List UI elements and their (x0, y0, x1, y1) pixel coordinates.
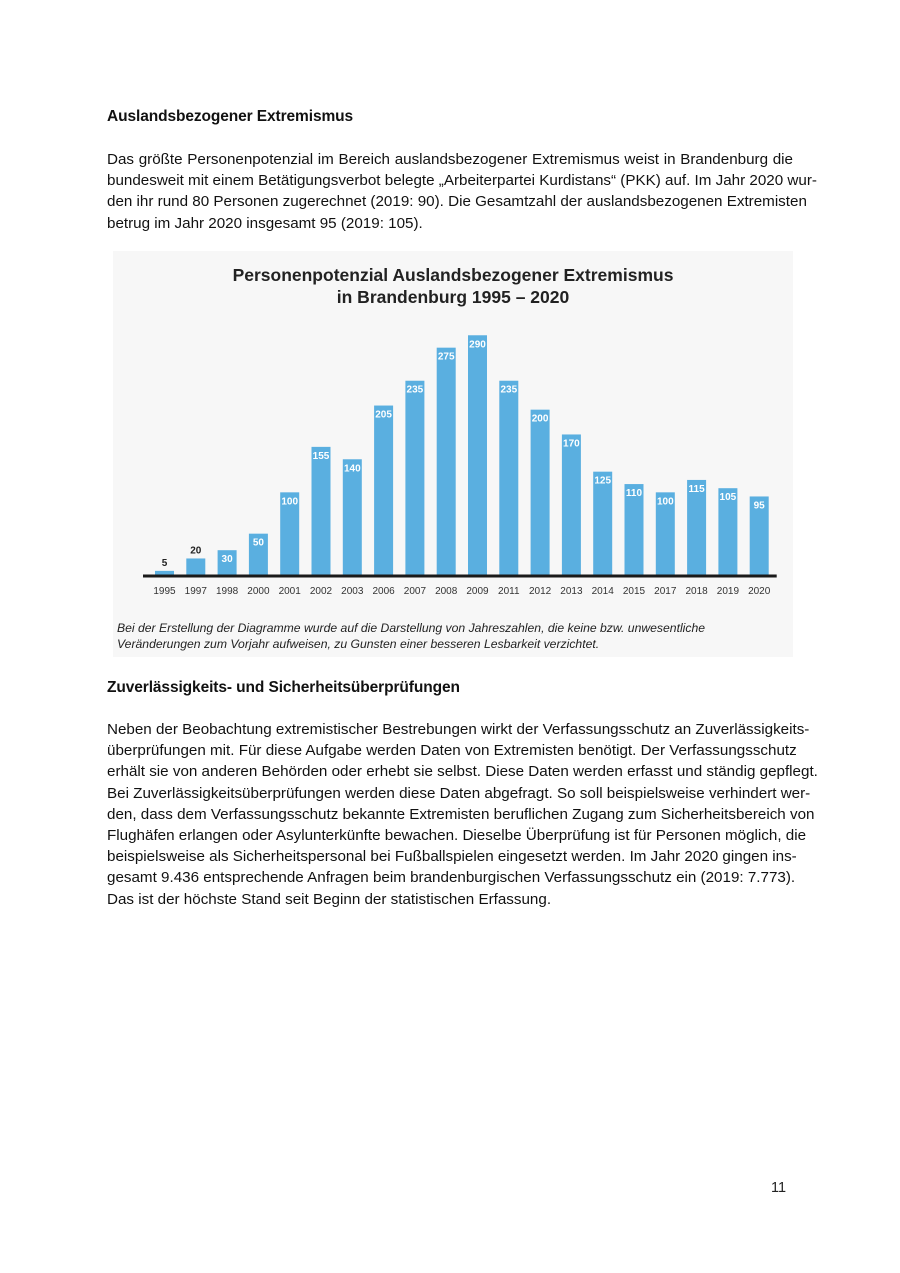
paragraph-line: Das ist der höchste Stand seit Beginn der statistischen Erfassung. (107, 890, 552, 908)
bar-2011 (499, 381, 518, 575)
chart-plot (113, 251, 793, 611)
bar-1997 (186, 558, 205, 575)
chart-footnote-line: Bei der Erstellung der Diagramme wurde auf die Darstellung von Jahreszahlen, die keine bzw. unwesentliche (117, 621, 706, 635)
bar-2014 (593, 472, 612, 575)
chart-title-line-2: in Brandenburg 1995 – 2020 (336, 287, 570, 307)
x-tick-label-2000: 2000 (247, 586, 270, 597)
chart-footnote-line: Veränderungen zum Vorjahr aufweisen, zu Gunsten einer besseren Lesbarkeit verzichtet. (117, 636, 600, 651)
x-tick-label-2006: 2006 (372, 586, 395, 597)
paragraph-line: den, dass dem Verfassungsschutz bekannte Extremisten beruflichen Zugang zum Sicherheitsbereich von (107, 805, 815, 823)
x-tick-label-2020: 2020 (748, 586, 771, 597)
section2-paragraph (107, 719, 818, 910)
section-heading-zuverlaessigkeitsueberpruefungen: Zuverlässigkeits- und Sicherheitsüberprüfungen (107, 679, 460, 696)
data-label-2002: 155 (312, 450, 330, 462)
x-tick-label-1997: 1997 (184, 586, 207, 597)
x-tick-label-2015: 2015 (622, 586, 646, 597)
data-label-2003: 140 (343, 463, 361, 475)
paragraph-line: betrug im Jahr 2020 insgesamt 95 (2019: 105). (107, 214, 423, 232)
data-label-1995: 5 (161, 557, 168, 569)
data-label-2012: 200 (531, 413, 549, 425)
bar-2007 (405, 381, 424, 575)
data-label-2019: 105 (719, 492, 737, 504)
x-tick-label-2013: 2013 (560, 586, 583, 597)
data-label-2018: 115 (688, 483, 705, 495)
data-label-2001: 100 (281, 496, 299, 508)
x-tick-label-2009: 2009 (466, 586, 489, 597)
data-label-2006: 205 (375, 409, 392, 421)
x-tick-label-2012: 2012 (528, 586, 552, 597)
data-label-2017: 100 (656, 496, 674, 508)
x-tick-label-2003: 2003 (341, 586, 364, 597)
section-heading-auslandsbezogener-extremismus: Auslandsbezogener Extremismus (107, 108, 354, 125)
bar-2006 (374, 406, 393, 575)
data-label-2009: 290 (469, 339, 486, 351)
paragraph-line: bundesweit mit einem Betätigungsverbot belegte „Arbeiterpartei Kurdistans“ (PKK) auf. Im Jahr 2020 wur- (107, 172, 817, 190)
section1-paragraph (107, 149, 817, 234)
paragraph-line: Flughäfen erlangen oder Asylunterkünfte bewachen. Dieselbe Überprüfung ist für Personen möglich, die (107, 827, 807, 845)
paragraph-line: beispielsweise als Sicherheitspersonal bei Fußballspielen eingesetzt werden. Im Jahr 2020 gingen ins- (107, 848, 797, 866)
data-label-1997: 20 (190, 545, 202, 557)
paragraph-line: Bei Zuverlässigkeitsüberprüfungen werden diese Daten abgefragt. So soll beispielsweise verhindert wer- (107, 784, 811, 802)
x-tick-label-2008: 2008 (435, 586, 458, 597)
paragraph-line: Neben der Beobachtung extremistischer Bestrebungen wirkt der Verfassungsschutz an Zuverlässigkeits- (107, 721, 810, 738)
x-tick-label-1995: 1995 (153, 586, 176, 597)
data-label-2015: 110 (625, 488, 643, 500)
x-tick-label-2017: 2017 (654, 586, 677, 597)
x-tick-label-2002: 2002 (309, 586, 333, 597)
x-tick-label-2014: 2014 (591, 586, 614, 597)
data-label-2014: 125 (594, 475, 612, 487)
bar-2012 (531, 410, 550, 575)
chart-footnote (117, 621, 789, 652)
data-label-1998: 30 (221, 554, 233, 566)
data-label-2020: 95 (753, 500, 765, 512)
bar-2008 (437, 348, 456, 575)
data-label-2011: 235 (500, 384, 518, 396)
paragraph-line: den ihr rund 80 Personen zugerechnet (2019: 90). Die Gesamtzahl der auslandsbezogenen Extremisten (107, 193, 807, 211)
paragraph-line: gesamt 9.436 entsprechende Anfragen beim brandenburgischen Verfassungsschutz ein (2019: 7.773). (107, 869, 796, 887)
paragraph-line: Das größte Personenpotenzial im Bereich auslandsbezogener Extremismus weist in Brandenburg die (107, 151, 793, 168)
bar-chart (113, 251, 793, 657)
data-label-2013: 170 (563, 438, 580, 450)
bar-2013 (562, 434, 581, 575)
paragraph-line: überprüfungen mit. Für diese Aufgabe werden Daten von Extremisten benötigt. Der Verfassungsschutz (107, 742, 797, 760)
x-tick-label-2019: 2019 (716, 586, 740, 597)
x-tick-label-2011: 2011 (498, 586, 520, 597)
x-tick-label-2018: 2018 (685, 586, 708, 597)
data-label-2007: 235 (406, 384, 424, 396)
x-tick-label-2001: 2001 (278, 586, 301, 597)
x-tick-label-1998: 1998 (215, 586, 239, 597)
bar-2002 (312, 447, 331, 575)
x-tick-label-2007: 2007 (403, 586, 427, 597)
bar-1995 (155, 571, 174, 575)
paragraph-line: erhält sie von anderen Behörden oder erhebt sie selbst. Diese Daten werden erfasst und ständig gepflegt. (107, 763, 818, 781)
data-label-2000: 50 (252, 537, 264, 549)
bar-2009 (468, 335, 487, 575)
chart-title-line-1: Personenpotenzial Auslandsbezogener Extremismus (232, 265, 674, 285)
page-number: 11 (771, 1180, 787, 1196)
data-label-2008: 275 (437, 351, 455, 363)
bar-2003 (343, 459, 362, 575)
